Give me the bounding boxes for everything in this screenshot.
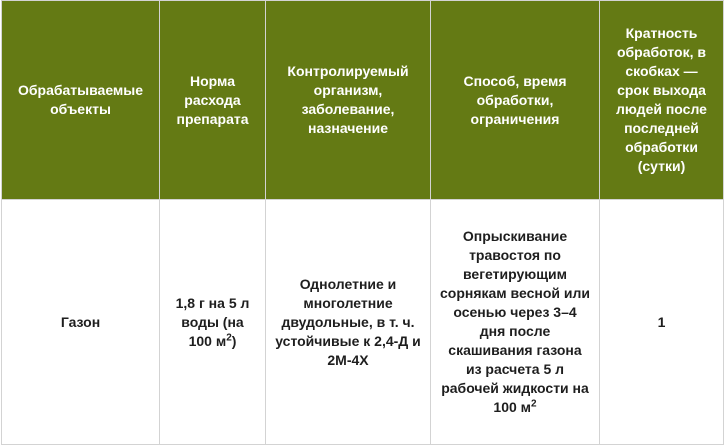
cell-method-text: Опрыскивание травостоя по вегетирующим сорнякам весной или осенью через 3–4 дня после скашивания газона из расчета 5 л рабочей жидкости на 100 м xyxy=(440,228,590,415)
header-treatment-frequency: Кратность обработок, в скобках — срок выхода людей после последней обработки (сутки) xyxy=(600,1,724,200)
cell-method-superscript: 2 xyxy=(531,398,537,410)
cell-organism: Однолетние и многолетние двудольные, в т. ч. устойчивые к 2,4-Д и 2М-4Х xyxy=(266,200,431,445)
cell-rate-text: 1,8 г на 5 л воды (на 100 м xyxy=(175,294,250,349)
cell-object: Газон xyxy=(2,200,160,445)
header-consumption-rate: Норма расхода препарата xyxy=(160,1,266,200)
header-treated-objects: Обрабатываемые объекты xyxy=(2,1,160,200)
table-row xyxy=(2,200,724,445)
cell-frequency: 1 xyxy=(600,200,724,445)
header-row xyxy=(2,1,724,200)
cell-rate-superscript: 2 xyxy=(226,331,232,343)
cell-method xyxy=(431,200,600,445)
cell-rate xyxy=(160,200,266,445)
header-controlled-organism: Контролируемый организм, заболевание, назначение xyxy=(266,1,431,200)
cell-rate-close: ) xyxy=(231,332,237,349)
pesticide-usage-table xyxy=(1,0,724,445)
header-treatment-method: Способ, время обработки, ограничения xyxy=(431,1,600,200)
